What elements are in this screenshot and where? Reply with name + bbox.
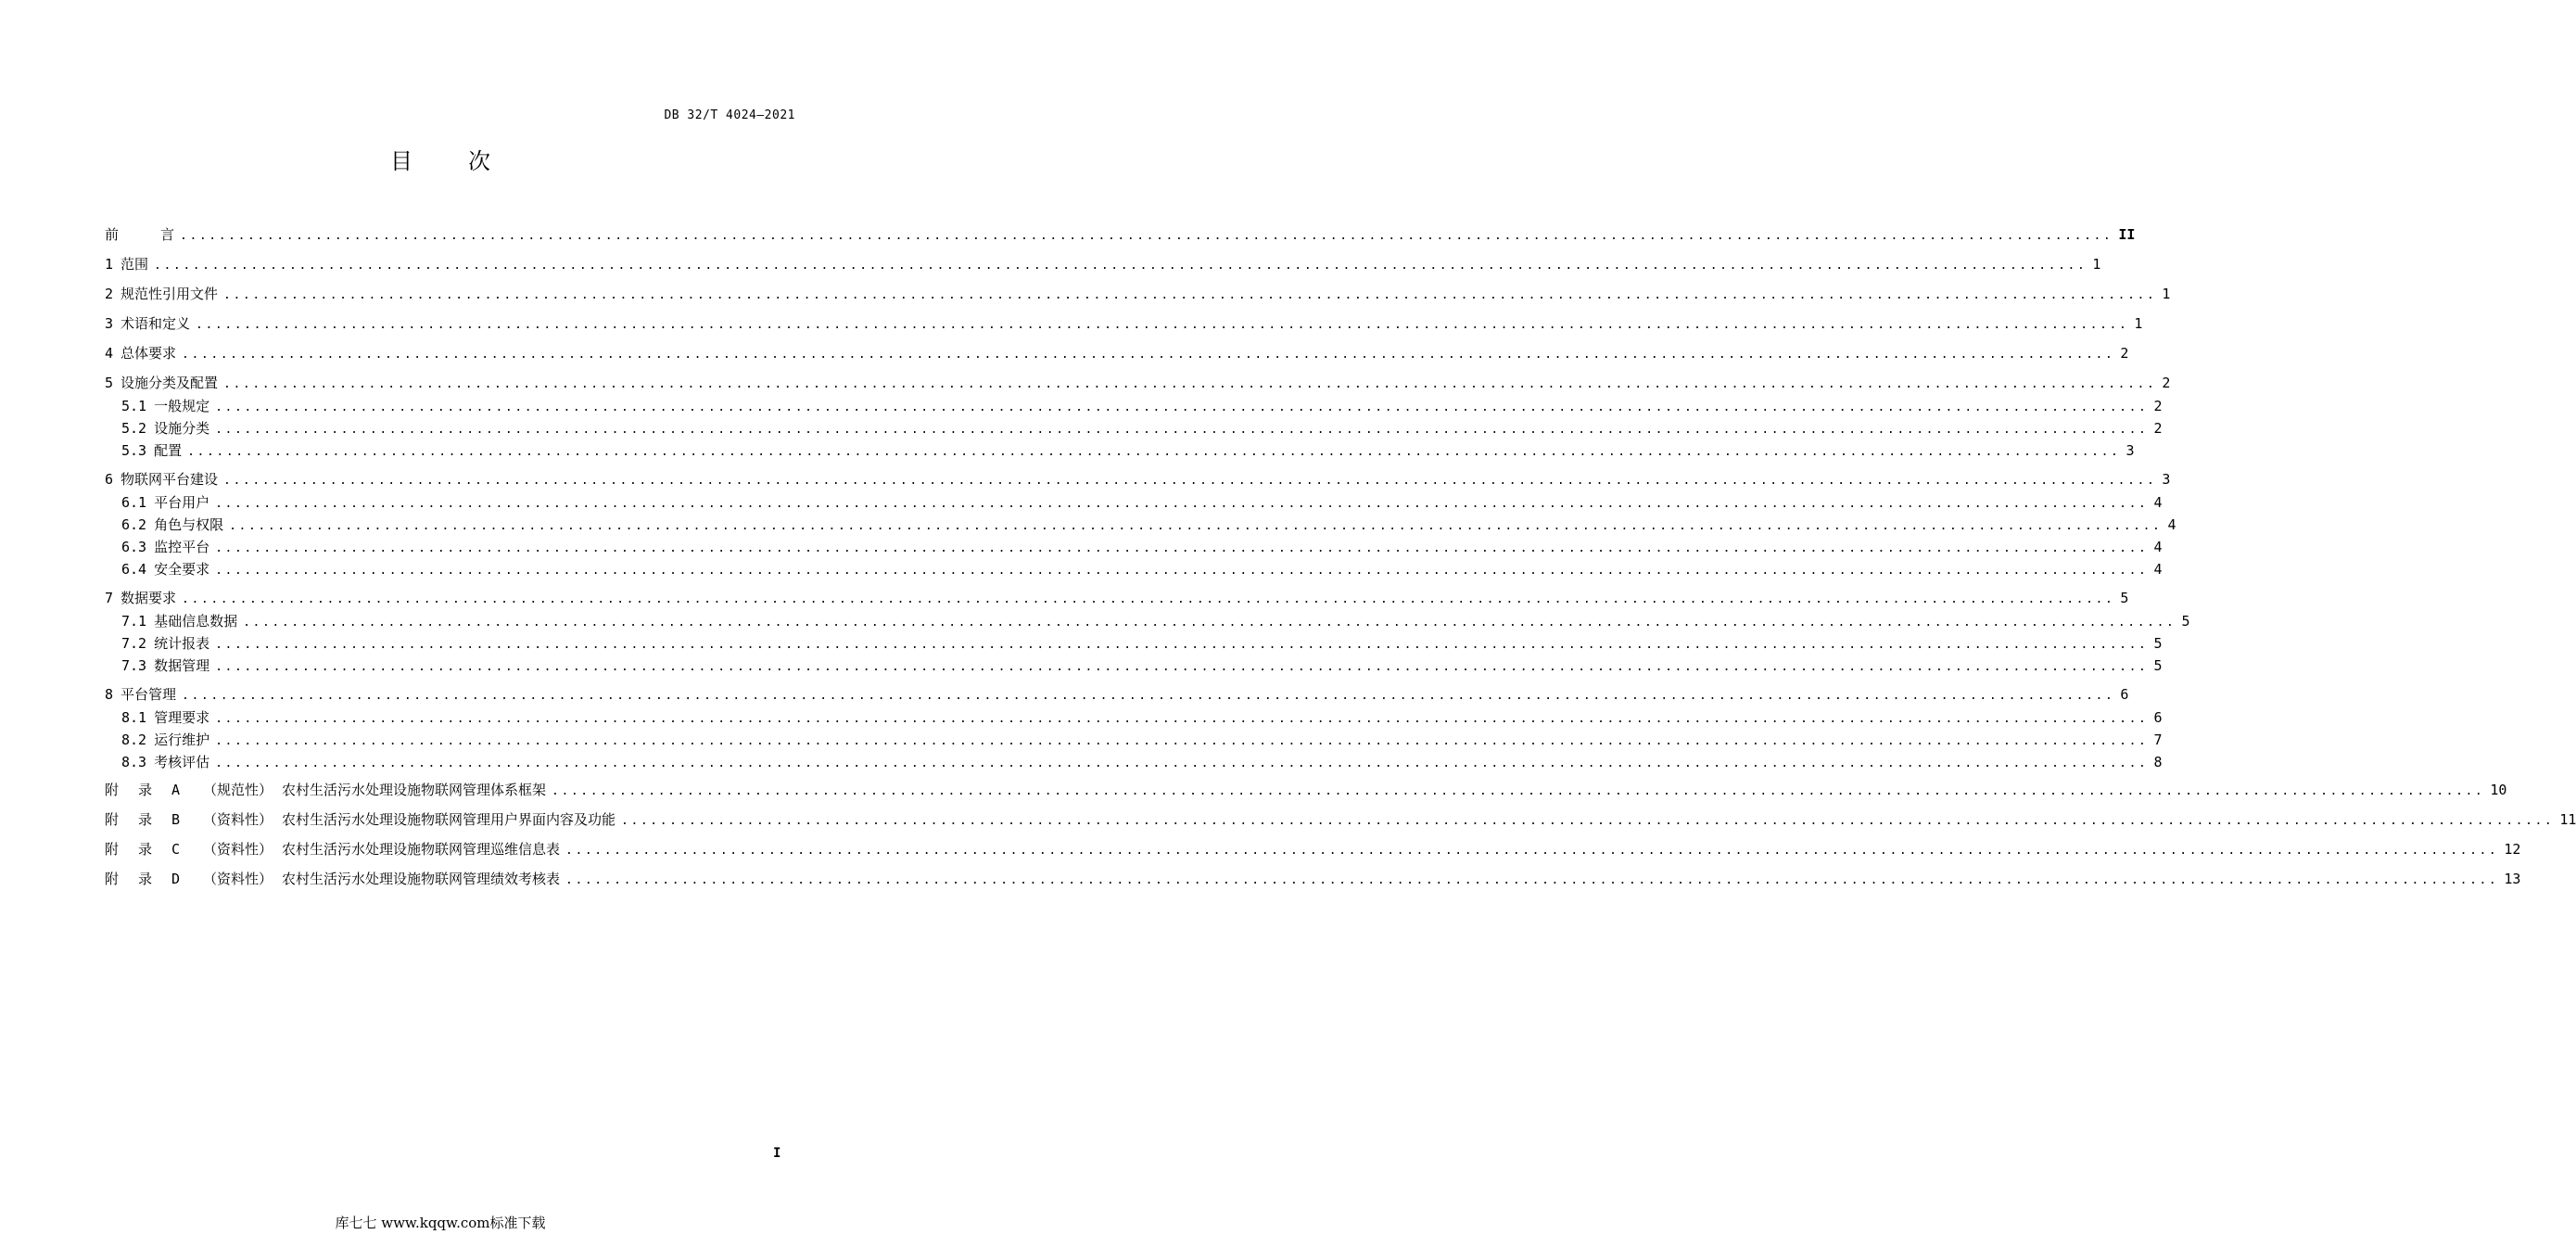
appendix-type: （资料性）: [203, 871, 273, 887]
toc-entry-title: 数据要求: [121, 590, 177, 606]
toc-entry-label: [105, 589, 176, 607]
appendix-label: [105, 840, 560, 859]
toc-entry-number: 7: [105, 590, 114, 606]
toc-entry[interactable]: [121, 560, 2163, 579]
toc-entry[interactable]: [105, 685, 2129, 704]
toc-entry-title: 监控平台: [154, 539, 210, 555]
toc-entry-number: 8.2: [121, 732, 147, 748]
toc-entry-page: 8: [2153, 754, 2163, 770]
toc-entry-title: 平台用户: [154, 494, 210, 511]
toc-entry-title: 基础信息数据: [154, 613, 238, 630]
toc-entry-number: 7.1: [121, 613, 147, 630]
appendix-k1: 附: [105, 871, 120, 887]
toc-entry-number: 5.1: [121, 398, 147, 414]
toc-entry-label: [121, 493, 209, 512]
appendix-k2: 录: [138, 782, 153, 798]
appendix-k1: 附: [105, 811, 120, 828]
appendix-label: [105, 870, 560, 888]
leader-dots: ........................................................................................................................................................................................................: [215, 497, 2149, 511]
footer-watermark: 库七七 www.kqqw.com标准下载: [335, 1215, 546, 1231]
leader-dots: ........................................................................................................................................................................................................: [621, 814, 2555, 828]
leader-dots: ........................................................................................................................................................................................................: [182, 592, 2115, 606]
appendix-title: 农村生活污水处理设施物联网管理绩效考核表: [282, 871, 561, 887]
appendix-k2: 录: [138, 871, 153, 887]
leader-dots: ........................................................................................................................................................................................................: [215, 734, 2149, 748]
toc-entry-title: 管理要求: [154, 709, 210, 726]
leader-dots: ........................................................................................................................................................................................................: [215, 423, 2149, 437]
appendix-label: [105, 781, 546, 799]
toc-entry-title: 数据管理: [154, 657, 210, 674]
appendix-k2: 录: [138, 841, 153, 858]
appendix-k1: 附: [105, 782, 120, 798]
toc-entry-title: 前 言: [105, 226, 175, 243]
toc-entry-title: 范围: [121, 256, 149, 273]
appendix-title: 农村生活污水处理设施物联网管理巡维信息表: [282, 841, 561, 858]
toc-appendix-entry[interactable]: [105, 840, 2521, 859]
toc-entry-label: [121, 708, 209, 727]
toc-entry[interactable]: [121, 656, 2163, 675]
toc-entry-number: 4: [105, 345, 114, 362]
leader-dots: ........................................................................................................................................................................................................: [215, 564, 2149, 578]
toc-entry-number: 7.3: [121, 657, 147, 674]
standard-number: DB 32/T 4024—2021: [664, 108, 795, 122]
appendix-page: 10: [2490, 782, 2507, 798]
toc-entry-number: 3: [105, 315, 114, 332]
leader-dots: ........................................................................................................................................................................................................: [154, 259, 2087, 273]
toc-entry-title: 平台管理: [121, 686, 177, 703]
toc-entry-label: [121, 753, 209, 771]
appendix-type: （资料性）: [203, 841, 273, 858]
leader-dots: ........................................................................................................................................................................................................: [565, 873, 2499, 887]
toc-entry[interactable]: [121, 493, 2163, 512]
toc-entry-label: [121, 441, 182, 460]
toc-entry-label: [121, 656, 209, 675]
toc-entry-number: 8: [105, 686, 114, 703]
toc-entry-page: 3: [2126, 442, 2135, 459]
leader-dots: ........................................................................................................................................................................................................: [187, 445, 2121, 459]
toc-entry-number: 1: [105, 256, 114, 273]
appendix-type: （规范性）: [203, 782, 273, 798]
toc-entry[interactable]: [105, 470, 2171, 489]
leader-dots: ........................................................................................................................................................................................................: [182, 689, 2115, 703]
toc-entry-page: 4: [2153, 539, 2163, 555]
toc-entry-title: 设施分类及配置: [121, 375, 219, 391]
toc-entry-number: 6.3: [121, 539, 147, 555]
leader-dots: ........................................................................................................................................................................................................: [223, 288, 2157, 302]
toc-entry-label: [121, 560, 209, 579]
toc-entry-page: 4: [2153, 494, 2163, 511]
toc-entry[interactable]: [121, 397, 2163, 415]
toc-entry-title: 一般规定: [154, 398, 210, 414]
toc-entry-page: 2: [2162, 375, 2171, 391]
toc-entry-page: 6: [2120, 686, 2129, 703]
appendix-title: 农村生活污水处理设施物联网管理用户界面内容及功能: [282, 811, 616, 828]
appendix-type: （资料性）: [203, 811, 273, 828]
toc-entry[interactable]: [105, 255, 2101, 274]
toc-entry-title: 术语和定义: [121, 315, 191, 332]
toc-entry-number: 5: [105, 375, 114, 391]
toc-entry[interactable]: [121, 419, 2163, 438]
toc-entry-page: 6: [2153, 709, 2163, 726]
appendix-k1: 附: [105, 841, 120, 858]
toc-entry-page: 5: [2120, 590, 2129, 606]
toc-entry-title: 设施分类: [154, 420, 210, 437]
toc-entry[interactable]: [105, 374, 2171, 392]
toc-entry-number: 7.2: [121, 635, 147, 652]
toc-entry-page: 2: [2120, 345, 2129, 362]
toc-entry-page: 1: [2162, 286, 2171, 302]
leader-dots: ........................................................................................................................................................................................................: [215, 638, 2149, 652]
toc-appendix-entry[interactable]: [105, 810, 2576, 829]
appendix-letter: D: [171, 871, 181, 887]
toc-entry-page: II: [2118, 226, 2136, 243]
toc-entry[interactable]: [105, 285, 2171, 303]
toc-entry[interactable]: [105, 344, 2129, 363]
toc-entry-title: 总体要求: [121, 345, 177, 362]
appendix-page: 13: [2504, 871, 2521, 887]
toc-entry[interactable]: [121, 634, 2163, 653]
toc-entry-title: 安全要求: [154, 561, 210, 578]
appendix-letter: C: [171, 841, 181, 858]
appendix-page: 12: [2504, 841, 2521, 858]
toc-entry-title: 规范性引用文件: [121, 286, 219, 302]
toc-entry-number: 8.1: [121, 709, 147, 726]
appendix-letter: A: [171, 782, 181, 798]
leader-dots: ........................................................................................................................................................................................................: [215, 757, 2149, 770]
toc-entry-label: [105, 314, 190, 333]
toc-entry-title: 配置: [154, 442, 183, 459]
toc-entry-page: 1: [2134, 315, 2143, 332]
leader-dots: ........................................................................................................................................................................................................: [182, 348, 2115, 362]
toc-entry-title: 角色与权限: [154, 516, 224, 533]
toc-entry-label: [105, 225, 174, 244]
toc-entry-label: [121, 612, 237, 630]
leader-dots: ........................................................................................................................................................................................................: [243, 616, 2176, 630]
leader-dots: ........................................................................................................................................................................................................: [215, 401, 2149, 414]
toc-entry-title: 统计报表: [154, 635, 210, 652]
toc-entry-label: [105, 344, 176, 363]
toc-entry-label: [121, 538, 209, 556]
toc-entry[interactable]: [105, 225, 2136, 244]
toc-entry[interactable]: [121, 708, 2163, 727]
toc-entry-number: 5.3: [121, 442, 147, 459]
toc-entry[interactable]: [121, 612, 2190, 630]
toc-entry-title: 考核评估: [154, 754, 210, 770]
toc-entry-label: [121, 419, 209, 438]
toc-entry-page: 5: [2181, 613, 2190, 630]
toc-entry-title: 物联网平台建设: [121, 471, 219, 488]
leader-dots: ........................................................................................................................................................................................................: [229, 519, 2163, 533]
toc-entry[interactable]: [105, 589, 2129, 607]
appendix-letter: B: [171, 811, 181, 828]
toc-appendix-entry[interactable]: [105, 870, 2521, 888]
toc-entry[interactable]: [121, 515, 2176, 534]
toc-entry-page: 2: [2153, 398, 2163, 414]
leader-dots: ........................................................................................................................................................................................................: [223, 474, 2157, 488]
toc-entry[interactable]: [121, 441, 2135, 460]
toc-entry-label: [105, 685, 176, 704]
appendix-page: 11: [2559, 811, 2576, 828]
leader-dots: ........................................................................................................................................................................................................: [565, 844, 2499, 858]
toc-entry-number: 8.3: [121, 754, 147, 770]
toc-entry-number: 6: [105, 471, 114, 488]
toc-entry-page: 4: [2153, 561, 2163, 578]
toc-entry-number: 5.2: [121, 420, 147, 437]
toc-entry[interactable]: [105, 314, 2143, 333]
toc-appendix-entry[interactable]: [105, 781, 2507, 799]
toc-entry-number: 6.2: [121, 516, 147, 533]
toc-entry-number: 6.1: [121, 494, 147, 511]
appendix-k2: 录: [138, 811, 153, 828]
page-title: 目次: [390, 148, 546, 174]
leader-dots: ........................................................................................................................................................................................................: [196, 318, 2129, 332]
toc-entry-label: [105, 470, 218, 489]
leader-dots: ........................................................................................................................................................................................................: [215, 660, 2149, 674]
toc-entry-title: 运行维护: [154, 732, 210, 748]
toc-entry[interactable]: [121, 538, 2163, 556]
leader-dots: ........................................................................................................................................................................................................: [180, 229, 2113, 243]
toc-entry-label: [105, 285, 218, 303]
toc-entry-number: 6.4: [121, 561, 147, 578]
leader-dots: ........................................................................................................................................................................................................: [552, 784, 2485, 798]
toc-entry-page: 5: [2153, 657, 2163, 674]
leader-dots: ........................................................................................................................................................................................................: [223, 377, 2157, 391]
toc-entry[interactable]: [121, 753, 2163, 771]
toc-entry-label: [121, 397, 209, 415]
toc-entry-page: 4: [2167, 516, 2176, 533]
toc-entry-label: [121, 731, 209, 749]
toc-entry-label: [105, 255, 148, 274]
page-number: I: [773, 1146, 781, 1161]
toc-entry-page: 1: [2092, 256, 2101, 273]
toc-entry-label: [121, 634, 209, 653]
toc-entry[interactable]: [121, 731, 2163, 749]
toc-entry-page: 5: [2153, 635, 2163, 652]
toc-entry-number: 2: [105, 286, 114, 302]
toc-entry-label: [121, 515, 223, 534]
appendix-label: [105, 810, 615, 829]
toc-entry-page: 7: [2153, 732, 2163, 748]
toc-entry-label: [105, 374, 218, 392]
toc-entry-page: 2: [2153, 420, 2163, 437]
appendix-title: 农村生活污水处理设施物联网管理体系框架: [282, 782, 547, 798]
leader-dots: ........................................................................................................................................................................................................: [215, 712, 2149, 726]
leader-dots: ........................................................................................................................................................................................................: [215, 541, 2149, 555]
toc-entry-page: 3: [2162, 471, 2171, 488]
